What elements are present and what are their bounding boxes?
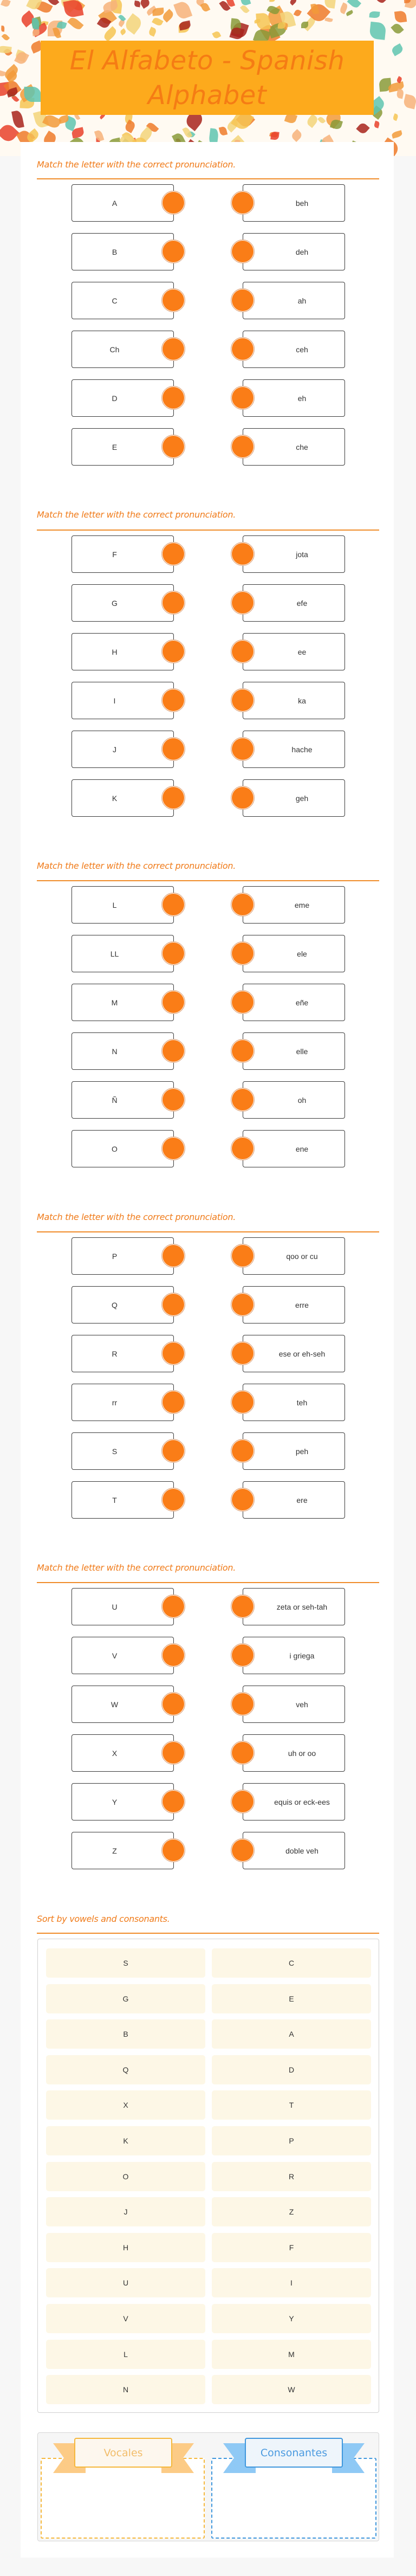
connector-dot[interactable] <box>231 1594 255 1618</box>
connector-dot[interactable] <box>231 542 255 566</box>
connector-dot[interactable] <box>231 1137 255 1160</box>
pronunciation-card[interactable]: doble veh <box>243 1832 345 1869</box>
consonants-bin-label: Consonantes <box>245 2438 343 2468</box>
sort-bins <box>37 2432 379 2541</box>
connector-dot[interactable] <box>161 1741 185 1765</box>
leaf-decoration-icon <box>369 21 386 39</box>
draggable-letter[interactable]: U <box>46 2268 205 2297</box>
letter-card[interactable]: J <box>72 731 174 768</box>
pronunciation-card[interactable]: ceh <box>243 331 345 368</box>
letter-card[interactable]: Z <box>72 1832 174 1869</box>
sort-items-container <box>37 1939 379 2413</box>
pronunciation-card[interactable]: i griega <box>243 1637 345 1674</box>
leaf-decoration-icon <box>325 17 333 22</box>
letter-card[interactable]: Y <box>72 1783 174 1820</box>
letter-card[interactable]: H <box>72 633 174 670</box>
letter-card[interactable]: O <box>72 1130 174 1167</box>
leaf-decoration-icon <box>63 0 83 18</box>
leaf-decoration-icon <box>369 11 380 18</box>
connector-dot[interactable] <box>231 288 255 312</box>
header-banner <box>0 0 416 156</box>
leaf-decoration-icon <box>67 16 83 31</box>
connector-dot[interactable] <box>161 1790 185 1813</box>
leaf-decoration-icon <box>152 16 163 27</box>
leaf-decoration-icon <box>346 10 354 16</box>
connector-dot[interactable] <box>231 1790 255 1813</box>
connector-dot[interactable] <box>161 288 185 312</box>
connector-dot[interactable] <box>161 1244 185 1268</box>
connector-dot[interactable] <box>231 1293 255 1316</box>
letter-card[interactable]: Q <box>72 1286 174 1323</box>
leaf-decoration-icon <box>374 121 380 128</box>
page-title: El Alfabeto - Spanish Alphabet <box>69 45 345 111</box>
letter-card[interactable]: U <box>72 1588 174 1625</box>
leaf-decoration-icon <box>240 4 250 14</box>
leaf-decoration-icon <box>200 2 211 12</box>
pronunciation-card[interactable]: ah <box>243 282 345 319</box>
section-divider <box>37 1231 379 1232</box>
draggable-letter[interactable]: B <box>46 2019 205 2049</box>
section-heading: Match the letter with the correct pronunciation. <box>37 509 236 520</box>
draggable-letter[interactable]: Y <box>212 2304 371 2333</box>
leaf-decoration-icon <box>289 0 297 5</box>
leaf-decoration-icon <box>212 30 222 40</box>
connector-dot[interactable] <box>231 1643 255 1667</box>
draggable-letter[interactable]: J <box>46 2197 205 2226</box>
leaf-decoration-icon <box>317 116 326 125</box>
connector-dot[interactable] <box>231 191 255 215</box>
section-heading: Match the letter with the correct pronunciation. <box>37 1563 236 1573</box>
pronunciation-card[interactable]: elle <box>243 1032 345 1070</box>
section-divider <box>37 1582 379 1583</box>
leaf-decoration-icon <box>152 8 164 16</box>
leaf-decoration-icon <box>294 9 302 17</box>
connector-dot[interactable] <box>161 1488 185 1512</box>
pronunciation-card[interactable]: peh <box>243 1432 345 1470</box>
draggable-letter[interactable]: W <box>212 2375 371 2404</box>
section-divider <box>37 530 379 531</box>
pronunciation-card[interactable]: ele <box>243 935 345 972</box>
leaf-decoration-icon <box>1 0 11 8</box>
connector-dot[interactable] <box>231 1838 255 1862</box>
section-divider <box>37 880 379 881</box>
pronunciation-card[interactable]: ere <box>243 1481 345 1519</box>
draggable-letter[interactable]: I <box>212 2268 371 2297</box>
connector-dot[interactable] <box>231 386 255 410</box>
leaf-decoration-icon <box>394 10 407 23</box>
leaf-decoration-icon <box>24 87 41 102</box>
title-box <box>41 41 374 115</box>
leaf-decoration-icon <box>123 13 144 35</box>
letter-card[interactable]: I <box>72 682 174 719</box>
connector-dot[interactable] <box>161 1390 185 1414</box>
letter-card[interactable]: G <box>72 584 174 622</box>
pronunciation-card[interactable]: che <box>243 428 345 466</box>
connector-dot[interactable] <box>161 1838 185 1862</box>
leaf-decoration-icon <box>356 121 370 135</box>
section-heading: Match the letter with the correct pronunciation. <box>37 861 236 871</box>
leaf-decoration-icon <box>119 28 127 35</box>
draggable-letter[interactable]: C <box>212 1948 371 1978</box>
leaf-decoration-icon <box>396 88 404 99</box>
draggable-letter[interactable]: P <box>212 2126 371 2155</box>
connector-dot[interactable] <box>161 1088 185 1112</box>
pronunciation-card[interactable]: ene <box>243 1130 345 1167</box>
connector-dot[interactable] <box>161 240 185 263</box>
pronunciation-card[interactable]: geh <box>243 779 345 817</box>
section-heading: Match the letter with the correct pronunciation. <box>37 159 236 170</box>
connector-dot[interactable] <box>231 240 255 263</box>
pronunciation-card[interactable]: teh <box>243 1384 345 1421</box>
leaf-decoration-icon <box>391 131 403 139</box>
connector-dot[interactable] <box>161 640 185 663</box>
section-divider <box>37 178 379 179</box>
section-heading: Sort by vowels and consonants. <box>37 1914 170 1924</box>
letter-card[interactable]: A <box>72 184 174 222</box>
connector-dot[interactable] <box>231 1488 255 1512</box>
connector-dot[interactable] <box>231 786 255 810</box>
leaf-decoration-icon <box>269 0 275 2</box>
connector-dot[interactable] <box>161 542 185 566</box>
connector-dot[interactable] <box>161 337 185 361</box>
pronunciation-card[interactable]: jota <box>243 535 345 573</box>
connector-dot[interactable] <box>161 1293 185 1316</box>
pronunciation-card[interactable]: deh <box>243 233 345 270</box>
pronunciation-card[interactable]: oh <box>243 1081 345 1119</box>
leaf-decoration-icon <box>392 113 399 121</box>
letter-card[interactable]: M <box>72 984 174 1021</box>
pronunciation-card[interactable]: eñe <box>243 984 345 1021</box>
leaf-decoration-icon <box>179 20 191 30</box>
pronunciation-card[interactable]: eh <box>243 379 345 417</box>
leaf-decoration-icon <box>306 114 320 128</box>
pronunciation-card[interactable]: eme <box>243 886 345 924</box>
connector-dot[interactable] <box>161 990 185 1014</box>
section-divider <box>37 1933 379 1934</box>
connector-dot[interactable] <box>161 386 185 410</box>
letter-card[interactable]: K <box>72 779 174 817</box>
leaf-decoration-icon <box>1 26 4 32</box>
connector-dot[interactable] <box>231 1390 255 1414</box>
draggable-letter[interactable]: Q <box>46 2055 205 2084</box>
pronunciation-card[interactable]: erre <box>243 1286 345 1323</box>
letter-card[interactable]: E <box>72 428 174 466</box>
connector-dot[interactable] <box>231 688 255 712</box>
connector-dot[interactable] <box>161 786 185 810</box>
letter-card[interactable]: N <box>72 1032 174 1070</box>
draggable-letter[interactable]: X <box>46 2090 205 2120</box>
connector-dot[interactable] <box>231 1341 255 1365</box>
leaf-decoration-icon <box>11 110 24 129</box>
connector-dot[interactable] <box>161 1341 185 1365</box>
draggable-letter[interactable]: H <box>46 2233 205 2262</box>
letter-card[interactable]: B <box>72 233 174 270</box>
draggable-letter[interactable]: V <box>46 2304 205 2333</box>
worksheet-panel <box>21 142 394 2558</box>
draggable-letter[interactable]: T <box>212 2090 371 2120</box>
leaf-decoration-icon <box>134 1 141 8</box>
draggable-letter[interactable]: F <box>212 2233 371 2262</box>
letter-card[interactable]: D <box>72 379 174 417</box>
pronunciation-card[interactable]: hache <box>243 731 345 768</box>
letter-card[interactable]: Ch <box>72 331 174 368</box>
connector-dot[interactable] <box>231 1039 255 1063</box>
vowels-bin-label: Vocales <box>74 2438 172 2468</box>
connector-dot[interactable] <box>161 941 185 965</box>
leaf-decoration-icon <box>173 0 192 21</box>
pronunciation-card[interactable]: veh <box>243 1686 345 1723</box>
connector-dot[interactable] <box>231 640 255 663</box>
letter-card[interactable]: LL <box>72 935 174 972</box>
connector-dot[interactable] <box>231 1088 255 1112</box>
leaf-decoration-icon <box>373 0 386 5</box>
draggable-letter[interactable]: M <box>212 2340 371 2369</box>
connector-dot[interactable] <box>161 591 185 615</box>
leaf-decoration-icon <box>219 126 228 136</box>
letter-card[interactable]: Ñ <box>72 1081 174 1119</box>
pronunciation-card[interactable]: beh <box>243 184 345 222</box>
draggable-letter[interactable]: K <box>46 2126 205 2155</box>
leaf-decoration-icon <box>301 22 308 29</box>
connector-dot[interactable] <box>231 1692 255 1716</box>
pronunciation-card[interactable]: equis or eck-ees <box>243 1783 345 1820</box>
leaf-decoration-icon <box>148 27 157 37</box>
connector-dot[interactable] <box>231 737 255 761</box>
pronunciation-card[interactable]: uh or oo <box>243 1734 345 1772</box>
connector-dot[interactable] <box>231 1741 255 1765</box>
connector-dot[interactable] <box>231 591 255 615</box>
connector-dot[interactable] <box>231 337 255 361</box>
draggable-letter[interactable]: Z <box>212 2197 371 2226</box>
connector-dot[interactable] <box>231 990 255 1014</box>
draggable-letter[interactable]: L <box>46 2340 205 2369</box>
connector-dot[interactable] <box>161 1594 185 1618</box>
letter-card[interactable]: T <box>72 1481 174 1519</box>
draggable-letter[interactable]: D <box>212 2055 371 2084</box>
leaf-decoration-icon <box>31 18 39 29</box>
leaf-decoration-icon <box>402 94 416 109</box>
connector-dot[interactable] <box>231 941 255 965</box>
connector-dot[interactable] <box>161 893 185 916</box>
draggable-letter[interactable]: N <box>46 2375 205 2404</box>
leaf-decoration-icon <box>2 33 10 41</box>
pronunciation-card[interactable]: qoo or cu <box>243 1237 345 1275</box>
pronunciation-card[interactable]: efe <box>243 584 345 622</box>
connector-dot[interactable] <box>161 737 185 761</box>
letter-card[interactable]: R <box>72 1335 174 1372</box>
letter-card[interactable]: V <box>72 1637 174 1674</box>
pronunciation-card[interactable]: zeta or seh-tah <box>243 1588 345 1625</box>
letter-card[interactable]: P <box>72 1237 174 1275</box>
draggable-letter[interactable]: S <box>46 1948 205 1978</box>
connector-dot[interactable] <box>231 1244 255 1268</box>
draggable-letter[interactable]: A <box>212 2019 371 2049</box>
letter-card[interactable]: X <box>72 1734 174 1772</box>
leaf-decoration-icon <box>391 43 404 56</box>
connector-dot[interactable] <box>161 688 185 712</box>
draggable-letter[interactable]: G <box>46 1984 205 2013</box>
connector-dot[interactable] <box>161 1137 185 1160</box>
draggable-letter[interactable]: R <box>212 2162 371 2191</box>
connector-dot[interactable] <box>231 435 255 459</box>
pronunciation-card[interactable]: ee <box>243 633 345 670</box>
connector-dot[interactable] <box>161 1692 185 1716</box>
letter-card[interactable]: W <box>72 1686 174 1723</box>
letter-card[interactable]: F <box>72 535 174 573</box>
leaf-decoration-icon <box>139 0 151 9</box>
letter-card[interactable]: S <box>72 1432 174 1470</box>
draggable-letter[interactable]: O <box>46 2162 205 2191</box>
letter-card[interactable]: C <box>72 282 174 319</box>
connector-dot[interactable] <box>161 1039 185 1063</box>
connector-dot[interactable] <box>231 893 255 916</box>
connector-dot[interactable] <box>161 435 185 459</box>
letter-card[interactable]: L <box>72 886 174 924</box>
section-heading: Match the letter with the correct pronunciation. <box>37 1212 236 1222</box>
connector-dot[interactable] <box>231 1439 255 1463</box>
connector-dot[interactable] <box>161 1439 185 1463</box>
leaf-decoration-icon <box>270 131 280 140</box>
connector-dot[interactable] <box>161 191 185 215</box>
leaf-decoration-icon <box>347 0 361 9</box>
pronunciation-card[interactable]: ka <box>243 682 345 719</box>
pronunciation-card[interactable]: ese or eh-seh <box>243 1335 345 1372</box>
draggable-letter[interactable]: E <box>212 1984 371 2013</box>
letter-card[interactable]: rr <box>72 1384 174 1421</box>
leaf-decoration-icon <box>102 26 118 42</box>
connector-dot[interactable] <box>161 1643 185 1667</box>
leaf-decoration-icon <box>391 22 405 35</box>
leaf-decoration-icon <box>290 129 303 142</box>
